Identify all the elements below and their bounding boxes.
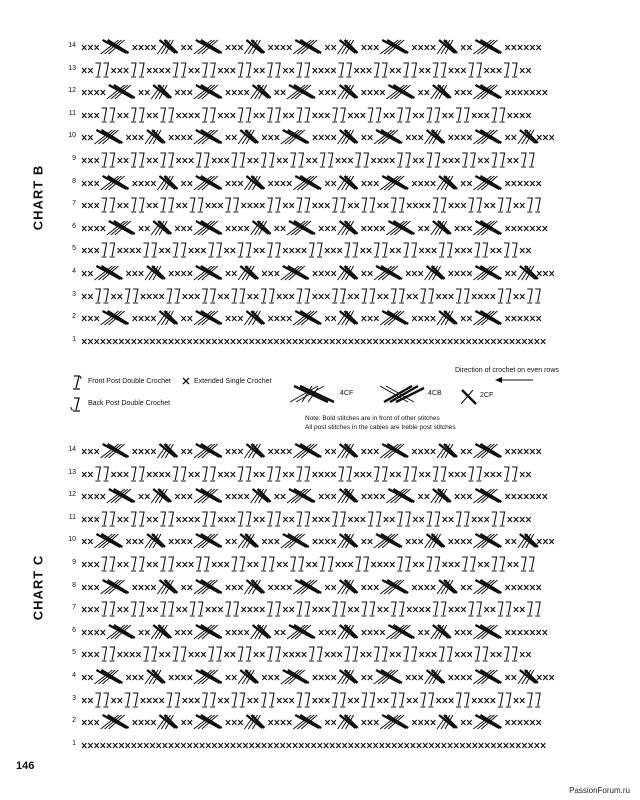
stitch-row (82, 713, 562, 733)
stitch-row (82, 106, 562, 126)
stitch-row (82, 465, 562, 485)
chart-b-title: CHART B (30, 164, 46, 231)
cable-4cf-icon (288, 382, 338, 406)
stitch-row (82, 196, 562, 216)
stitch-row (82, 151, 562, 171)
stitch-row (82, 241, 562, 261)
stitch-row (82, 487, 562, 507)
cable-2cf-icon (458, 386, 480, 408)
stitch-row (82, 600, 562, 620)
row-number: 7 (72, 200, 76, 208)
legend-2cf: 2CF (480, 392, 494, 399)
bpdc-icon (72, 396, 82, 412)
watermark: PassionForum.ru (569, 786, 630, 795)
stitch-row (82, 264, 562, 284)
stitch-row (82, 174, 562, 194)
row-number: 10 (68, 536, 76, 544)
row-number: 13 (68, 468, 76, 476)
note-line-1: Note: Bold stitches are in front of other stitches (305, 415, 440, 422)
row-number: 11 (68, 513, 76, 521)
stitch-row (82, 287, 562, 307)
row-number: 9 (72, 155, 76, 162)
row-number: 6 (72, 626, 76, 634)
stitch-row (82, 736, 562, 756)
row-number: 7 (72, 604, 76, 612)
row-number: 9 (72, 559, 76, 566)
stitch-row (82, 623, 562, 643)
stitch-row (82, 61, 562, 81)
stitch-row (82, 219, 562, 239)
stitch-row (82, 38, 562, 58)
row-number: 2 (72, 717, 76, 725)
row-number: 4 (72, 672, 76, 679)
row-number: 3 (72, 290, 76, 298)
row-number: 14 (68, 42, 76, 49)
direction-label: Direction of crochet on even rows (455, 367, 559, 374)
legend-4cf: 4CF (340, 390, 354, 397)
row-number: 11 (68, 109, 76, 117)
row-number: 5 (72, 649, 76, 657)
stitch-row (82, 645, 562, 665)
legend-4cb: 4CB (428, 390, 442, 397)
row-number: 8 (72, 177, 76, 185)
row-number: 1 (72, 739, 76, 747)
row-number: 14 (68, 446, 76, 453)
row-number: 10 (68, 132, 76, 140)
chart-c-title: CHART C (30, 554, 46, 621)
row-number: 12 (68, 491, 76, 499)
arrow-left-icon (495, 376, 535, 384)
stitch-row (82, 668, 562, 688)
fpdc-icon (72, 374, 82, 390)
esc-icon (182, 377, 190, 385)
row-number: 6 (72, 222, 76, 230)
stitch-row (82, 555, 562, 575)
cable-4cb-icon (378, 382, 428, 406)
legend-fpdc: Front Post Double Crochet (88, 378, 171, 385)
row-number: 1 (72, 335, 76, 343)
row-number: 13 (68, 64, 76, 72)
stitch-row (82, 691, 562, 711)
stitch-row (82, 578, 562, 598)
note-line-2: All post stitches in the cables are treble post stitches (305, 424, 456, 431)
stitch-row (82, 532, 562, 552)
legend-esc: Extended Single Crochet (194, 378, 272, 385)
stitch-row (82, 128, 562, 148)
stitch-row (82, 510, 562, 530)
stitch-row (82, 309, 562, 329)
page-number: 146 (16, 760, 35, 772)
row-number: 5 (72, 245, 76, 253)
legend-bpdc: Back Post Double Crochet (88, 400, 171, 407)
stitch-row (82, 332, 562, 352)
row-number: 3 (72, 694, 76, 702)
row-number: 8 (72, 581, 76, 589)
stitch-row (82, 442, 562, 462)
row-number: 12 (68, 87, 76, 95)
row-number: 2 (72, 313, 76, 321)
row-number: 4 (72, 268, 76, 275)
stitch-row (82, 83, 562, 103)
